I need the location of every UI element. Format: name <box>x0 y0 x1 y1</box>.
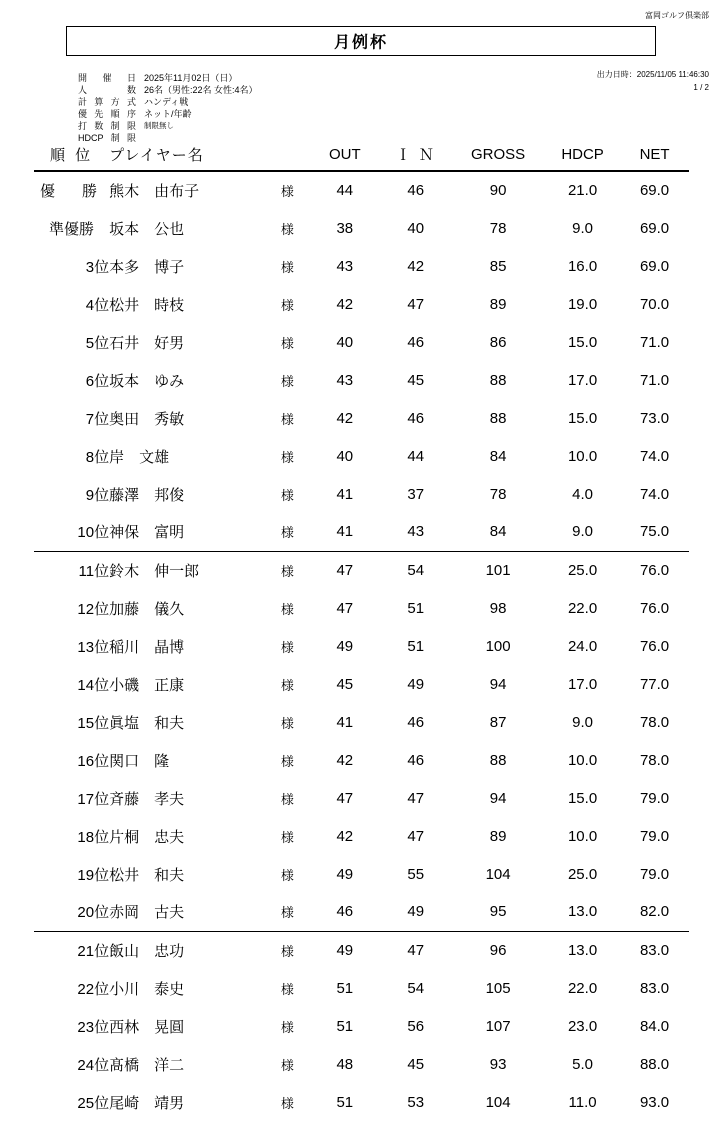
cell-player: 西林 晃圓 <box>109 1018 185 1036</box>
cell-hdcp: 10.0 <box>567 447 598 465</box>
cell-out: 38 <box>336 219 354 237</box>
cell-net: 70.0 <box>639 295 670 313</box>
cell-gross: 90 <box>489 182 507 199</box>
cell-honorific: 様 <box>280 449 294 465</box>
meta-value: 制限無し <box>144 121 174 130</box>
cell-rank: 25位 <box>77 1094 110 1112</box>
cell-honorific: 様 <box>280 221 294 237</box>
cell-player: 赤岡 古夫 <box>109 893 265 931</box>
cell-hdcp: 9.0 <box>545 513 620 551</box>
cell-in: 56 <box>407 1017 425 1035</box>
cell-hdcp: 9.0 <box>572 713 593 731</box>
cell-rank: 13位 <box>77 638 110 656</box>
results-table-body <box>34 171 689 1121</box>
cell-honorific: 様 <box>280 373 294 389</box>
cell-in: 42 <box>407 257 425 275</box>
table-row <box>34 1007 689 1045</box>
cell-player: 藤澤 邦俊 <box>109 486 185 504</box>
table-row <box>34 171 689 209</box>
cell-gross: 94 <box>489 675 507 693</box>
cell-player: 奥田 秀敏 <box>109 410 185 428</box>
meta-row <box>78 120 258 132</box>
meta-label: HDCP制限 <box>78 133 136 143</box>
table-row <box>34 969 689 1007</box>
page-title: 月例杯 <box>333 34 388 52</box>
cell-hdcp: 13.0 <box>545 893 620 931</box>
table-row <box>34 361 689 399</box>
column-header-rank: 順 位 <box>34 144 109 171</box>
cell-in: 51 <box>407 599 425 617</box>
cell-rank: 9位 <box>85 486 110 504</box>
cell-in: 44 <box>407 447 425 465</box>
cell-gross: 100 <box>485 637 511 655</box>
cell-gross: 84 <box>451 513 545 551</box>
cell-rank: 22位 <box>77 980 110 998</box>
cell-hdcp: 15.0 <box>567 789 598 807</box>
table-row <box>34 323 689 361</box>
cell-gross: 104 <box>485 1093 511 1111</box>
cell-out: 43 <box>336 257 354 275</box>
meta-row <box>78 96 258 108</box>
cell-net: 84.0 <box>639 1017 670 1035</box>
cell-net: 79.0 <box>639 789 670 807</box>
cell-in: 54 <box>407 561 425 579</box>
meta-row <box>78 108 258 120</box>
cell-gross: 105 <box>485 979 511 997</box>
meta-label: 人数 <box>78 85 136 95</box>
column-header-out: OUT <box>309 144 380 171</box>
cell-in: 43 <box>380 513 451 551</box>
cell-net: 82.0 <box>620 893 689 931</box>
cell-out: 41 <box>336 713 354 731</box>
cell-gross: 89 <box>489 827 507 845</box>
meta-label: 開催日 <box>78 73 136 83</box>
cell-hdcp: 25.0 <box>567 561 598 579</box>
cell-hdcp: 10.0 <box>567 827 598 845</box>
cell-in: 46 <box>407 713 425 731</box>
cell-out: 42 <box>336 827 354 845</box>
cell-honorific: 様 <box>280 259 294 275</box>
cell-player: 加藤 儀久 <box>109 600 185 618</box>
table-row <box>34 703 689 741</box>
cell-player: 小川 泰史 <box>109 980 185 998</box>
meta-row <box>78 72 258 84</box>
column-header-in: Ｉ Ｎ <box>380 144 451 171</box>
cell-gross: 84 <box>489 447 507 465</box>
table-row <box>34 1083 689 1121</box>
cell-net: 69.0 <box>639 182 670 199</box>
cell-hdcp: 19.0 <box>567 295 598 313</box>
cell-rank: 15位 <box>77 714 110 732</box>
cell-player: 鈴木 伸一郎 <box>109 562 200 580</box>
cell-honorific: 様 <box>280 981 294 997</box>
title-box <box>66 26 656 56</box>
cell-net: 93.0 <box>639 1093 670 1111</box>
cell-hdcp: 16.0 <box>567 257 598 275</box>
cell-player: 岸 文雄 <box>109 448 170 466</box>
cell-gross: 88 <box>489 371 507 389</box>
cell-net: 74.0 <box>639 485 670 503</box>
table-row <box>34 399 689 437</box>
column-header-hdcp: HDCP <box>545 144 620 171</box>
cell-in: 37 <box>407 485 425 503</box>
cell-honorific: 様 <box>280 601 294 617</box>
cell-in: 47 <box>407 789 425 807</box>
cell-in: 53 <box>407 1093 425 1111</box>
table-header-row <box>34 144 689 171</box>
cell-net: 74.0 <box>639 447 670 465</box>
cell-hdcp: 17.0 <box>567 371 598 389</box>
table-row <box>34 779 689 817</box>
table-row <box>34 741 689 779</box>
cell-net: 71.0 <box>639 333 670 351</box>
tournament-meta <box>78 72 258 144</box>
meta-value: 2025年11月02日（日） <box>144 73 238 83</box>
cell-hdcp: 25.0 <box>567 865 598 883</box>
column-header-gross: GROSS <box>451 144 545 171</box>
cell-rank: 3位 <box>85 258 110 276</box>
cell-rank: 8位 <box>85 448 110 466</box>
cell-in: 46 <box>407 751 425 769</box>
cell-hdcp: 5.0 <box>572 1055 593 1073</box>
meta-value: ネット/年齢 <box>144 109 192 119</box>
cell-gross: 78 <box>489 485 507 503</box>
column-header-player: プレイヤー名 <box>109 144 265 171</box>
cell-player: 関口 隆 <box>109 752 170 770</box>
meta-label: 優先順序 <box>78 109 136 119</box>
cell-hdcp: 11.0 <box>568 1093 597 1111</box>
cell-out: 49 <box>336 865 354 883</box>
cell-gross: 95 <box>451 893 545 931</box>
meta-label: 打数制限 <box>78 121 136 131</box>
cell-net: 88.0 <box>639 1055 670 1073</box>
cell-player: 坂本 公也 <box>109 220 185 238</box>
cell-rank: 16位 <box>77 752 110 770</box>
cell-rank: 7位 <box>85 410 110 428</box>
cell-honorific: 様 <box>280 1057 294 1073</box>
cell-in: 45 <box>407 1055 425 1073</box>
cell-gross: 107 <box>485 1017 511 1035</box>
cell-in: 55 <box>407 865 425 883</box>
cell-in: 46 <box>407 182 425 199</box>
cell-gross: 98 <box>489 599 507 617</box>
cell-player: 髙橋 洋二 <box>109 1056 185 1074</box>
cell-hdcp: 21.0 <box>567 182 598 199</box>
cell-player: 片桐 忠夫 <box>109 828 185 846</box>
cell-gross: 87 <box>489 713 507 731</box>
cell-out: 51 <box>336 979 354 997</box>
cell-player: 坂本 ゆみ <box>109 372 185 390</box>
cell-rank: 23位 <box>77 1018 110 1036</box>
cell-rank: 24位 <box>77 1056 110 1074</box>
cell-honorific: 様 <box>280 677 294 693</box>
cell-in: 45 <box>407 371 425 389</box>
results-table <box>34 144 689 1121</box>
cell-out: 42 <box>336 409 354 427</box>
cell-hdcp: 23.0 <box>567 1017 598 1035</box>
cell-honorific: 様 <box>280 867 294 883</box>
cell-player: 本多 博子 <box>109 258 185 276</box>
table-row <box>34 551 689 589</box>
cell-player: 斉藤 孝夫 <box>109 790 185 808</box>
meta-row <box>78 84 258 96</box>
cell-rank: 準優勝 <box>49 220 95 238</box>
cell-gross: 104 <box>485 865 511 883</box>
cell-net: 83.0 <box>639 979 670 997</box>
cell-hdcp: 9.0 <box>572 219 593 237</box>
cell-net: 75.0 <box>620 513 689 551</box>
cell-player: 尾崎 靖男 <box>109 1094 185 1112</box>
cell-gross: 93 <box>489 1055 507 1073</box>
print-timestamp: 出力日時：2025/11/05 11:46:30 <box>596 70 709 79</box>
cell-honorific: 様 <box>280 563 294 579</box>
cell-out: 43 <box>336 371 354 389</box>
cell-gross: 94 <box>489 789 507 807</box>
cell-hdcp: 24.0 <box>567 637 598 655</box>
output-info <box>597 68 709 94</box>
club-name: 富岡ゴルフ倶楽部 <box>645 11 709 20</box>
cell-in: 49 <box>380 893 451 931</box>
cell-out: 49 <box>336 941 354 959</box>
cell-gross: 85 <box>489 257 507 275</box>
cell-net: 79.0 <box>639 865 670 883</box>
cell-in: 46 <box>407 333 425 351</box>
cell-honorific: 様 <box>280 753 294 769</box>
cell-net: 76.0 <box>639 561 670 579</box>
cell-hdcp: 10.0 <box>567 751 598 769</box>
cell-in: 51 <box>407 637 425 655</box>
cell-player: 熊木 由布子 <box>109 183 200 200</box>
cell-net: 78.0 <box>639 751 670 769</box>
cell-honorific: 様 <box>280 829 294 845</box>
cell-rank: 21位 <box>77 942 110 960</box>
cell-rank: 11位 <box>78 562 110 580</box>
cell-in: 40 <box>407 219 425 237</box>
cell-player: 稲川 晶博 <box>109 638 185 656</box>
cell-out: 41 <box>309 513 380 551</box>
cell-rank: 6位 <box>85 372 110 390</box>
cell-player: 石井 好男 <box>109 334 185 352</box>
cell-rank: 4位 <box>85 296 110 314</box>
cell-rank: 14位 <box>77 676 110 694</box>
cell-rank: 優 勝 <box>40 183 104 200</box>
cell-in: 47 <box>407 827 425 845</box>
cell-gross: 101 <box>485 561 511 579</box>
cell-hdcp: 13.0 <box>567 941 598 959</box>
meta-label: 計算方式 <box>78 97 136 107</box>
cell-out: 40 <box>336 447 354 465</box>
cell-net: 79.0 <box>639 827 670 845</box>
table-row <box>34 513 689 551</box>
cell-in: 54 <box>407 979 425 997</box>
cell-player: 松井 和夫 <box>109 866 185 884</box>
meta-value: 26名（男性:22名 女性:4名） <box>144 85 258 95</box>
cell-rank: 5位 <box>85 334 110 352</box>
cell-net: 76.0 <box>639 599 670 617</box>
cell-honorific: 様 <box>280 411 294 427</box>
cell-net: 78.0 <box>639 713 670 731</box>
table-row <box>34 285 689 323</box>
table-row <box>34 475 689 513</box>
cell-honorific: 様 <box>280 791 294 807</box>
cell-net: 69.0 <box>639 257 670 275</box>
cell-hdcp: 17.0 <box>567 675 598 693</box>
table-row <box>34 931 689 969</box>
cell-net: 73.0 <box>639 409 670 427</box>
cell-gross: 86 <box>489 333 507 351</box>
cell-out: 51 <box>336 1093 354 1111</box>
page-number: 1 / 2 <box>693 83 709 92</box>
cell-out: 47 <box>336 599 354 617</box>
table-row <box>34 1045 689 1083</box>
cell-hdcp: 22.0 <box>567 599 598 617</box>
cell-out: 42 <box>336 295 354 313</box>
cell-gross: 88 <box>489 751 507 769</box>
cell-player: 飯山 忠功 <box>109 942 185 960</box>
meta-value: ハンディ戦 <box>144 97 189 107</box>
table-row <box>34 893 689 931</box>
table-row <box>34 589 689 627</box>
cell-honorific: 様 <box>280 184 294 199</box>
cell-player: 小磯 正康 <box>109 676 185 694</box>
table-row <box>34 817 689 855</box>
cell-honorific: 様 <box>280 335 294 351</box>
cell-in: 46 <box>407 409 425 427</box>
cell-honorific: 様 <box>280 639 294 655</box>
table-row <box>34 855 689 893</box>
cell-out: 51 <box>336 1017 354 1035</box>
cell-out: 42 <box>336 751 354 769</box>
cell-net: 69.0 <box>639 219 670 237</box>
table-row <box>34 665 689 703</box>
cell-honorific: 様 <box>266 513 310 551</box>
cell-gross: 88 <box>489 409 507 427</box>
cell-in: 47 <box>407 295 425 313</box>
table-row <box>34 209 689 247</box>
cell-out: 48 <box>336 1055 354 1073</box>
cell-hdcp: 15.0 <box>567 333 598 351</box>
cell-gross: 78 <box>489 219 507 237</box>
cell-net: 77.0 <box>639 675 670 693</box>
meta-row <box>78 132 258 144</box>
cell-out: 45 <box>336 675 354 693</box>
cell-rank: 18位 <box>77 828 110 846</box>
cell-out: 40 <box>336 333 354 351</box>
cell-honorific: 様 <box>280 943 294 959</box>
cell-net: 83.0 <box>639 941 670 959</box>
cell-rank: 12位 <box>77 600 110 618</box>
cell-in: 49 <box>407 675 425 693</box>
cell-rank: 10位 <box>34 513 109 551</box>
cell-out: 46 <box>309 893 380 931</box>
cell-hdcp: 4.0 <box>572 485 593 503</box>
cell-hdcp: 15.0 <box>567 409 598 427</box>
cell-out: 41 <box>336 485 354 503</box>
cell-gross: 96 <box>489 941 507 959</box>
cell-out: 49 <box>336 637 354 655</box>
cell-in: 47 <box>407 941 425 959</box>
cell-honorific: 様 <box>280 715 294 731</box>
cell-rank: 20位 <box>34 893 109 931</box>
cell-player: 眞塩 和夫 <box>109 714 185 732</box>
cell-honorific: 様 <box>280 297 294 313</box>
cell-honorific: 様 <box>280 1095 294 1111</box>
cell-honorific: 様 <box>280 487 294 503</box>
cell-player: 神保 富明 <box>109 513 265 551</box>
cell-rank: 17位 <box>77 790 110 808</box>
cell-out: 44 <box>336 182 354 199</box>
cell-net: 71.0 <box>639 371 670 389</box>
cell-net: 76.0 <box>639 637 670 655</box>
cell-out: 47 <box>336 561 354 579</box>
cell-gross: 89 <box>489 295 507 313</box>
column-header-sama <box>266 144 310 171</box>
table-row <box>34 437 689 475</box>
cell-rank: 19位 <box>77 866 110 884</box>
cell-hdcp: 22.0 <box>567 979 598 997</box>
cell-honorific: 様 <box>280 1019 294 1035</box>
cell-out: 47 <box>336 789 354 807</box>
cell-honorific: 様 <box>266 893 310 931</box>
table-row <box>34 627 689 665</box>
table-row <box>34 247 689 285</box>
results-table-head <box>34 144 689 171</box>
cell-player: 松井 時枝 <box>109 296 185 314</box>
column-header-net: NET <box>620 144 689 171</box>
